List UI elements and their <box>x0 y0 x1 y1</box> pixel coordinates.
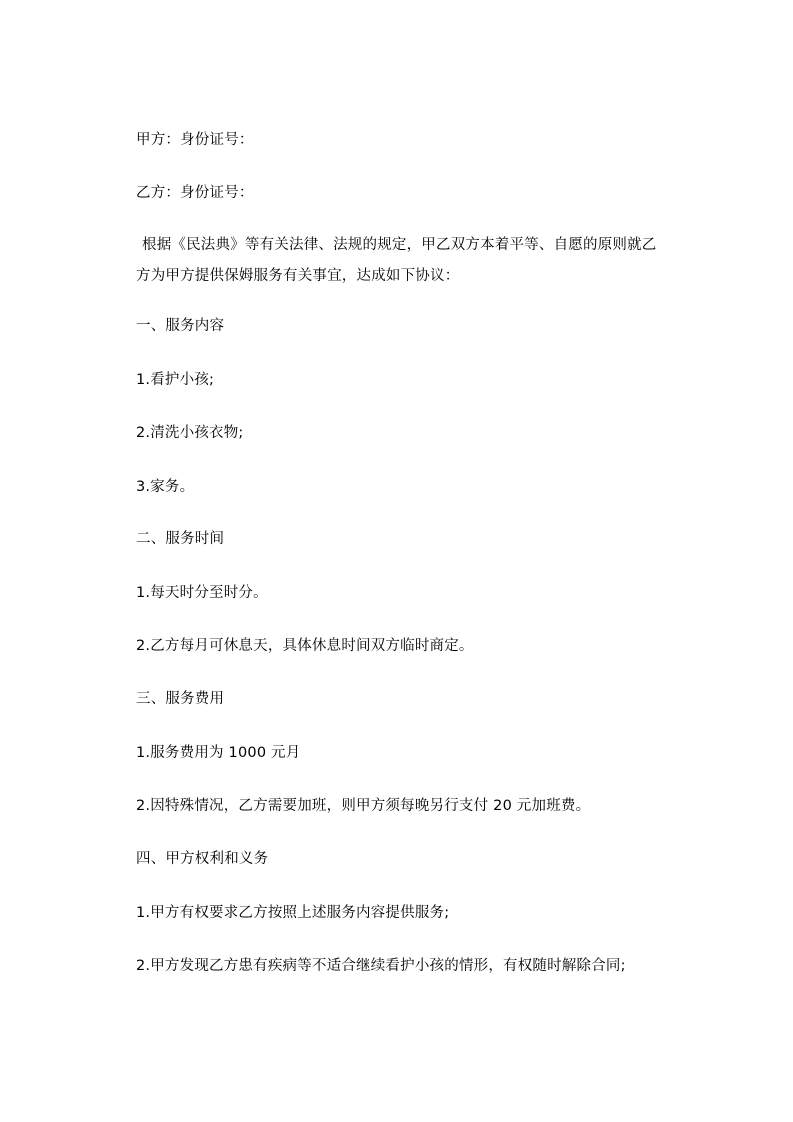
list-item: 2.乙方每月可休息天，具体休息时间双方临时商定。 <box>136 638 474 654</box>
list-item: 2.甲方发现乙方患有疾病等不适合继续看护小孩的情形，有权随时解除合同; <box>136 958 626 974</box>
section-heading-service-content: 一、服务内容 <box>136 318 225 334</box>
list-item: 2.因特殊情况，乙方需要加班，则甲方须每晚另行支付 20 元加班费。 <box>136 798 591 814</box>
list-item: 1.服务费用为 1000 元月 <box>136 745 301 761</box>
list-item: 3.家务。 <box>136 479 195 495</box>
list-item: 1.甲方有权要求乙方按照上述服务内容提供服务; <box>136 905 450 921</box>
party-b-line: 乙方：身份证号： <box>136 185 254 201</box>
section-heading-service-fee: 三、服务费用 <box>136 691 225 707</box>
list-item: 1.每天时分至时分。 <box>136 585 268 601</box>
party-a-line: 甲方：身份证号： <box>136 132 254 148</box>
list-item: 1.看护小孩; <box>136 372 215 388</box>
list-item: 2.清洗小孩衣物; <box>136 425 244 441</box>
section-heading-service-time: 二、服务时间 <box>136 531 225 547</box>
preamble-line-2: 方为甲方提供保姆服务有关事宜，达成如下协议： <box>136 268 460 284</box>
preamble-paragraph <box>136 230 716 292</box>
section-heading-party-a-rights: 四、甲方权利和义务 <box>136 851 269 867</box>
preamble-line-1: 根据《民法典》等有关法律、法规的规定，甲乙双方本着平等、自愿的原则就乙 <box>142 237 657 253</box>
